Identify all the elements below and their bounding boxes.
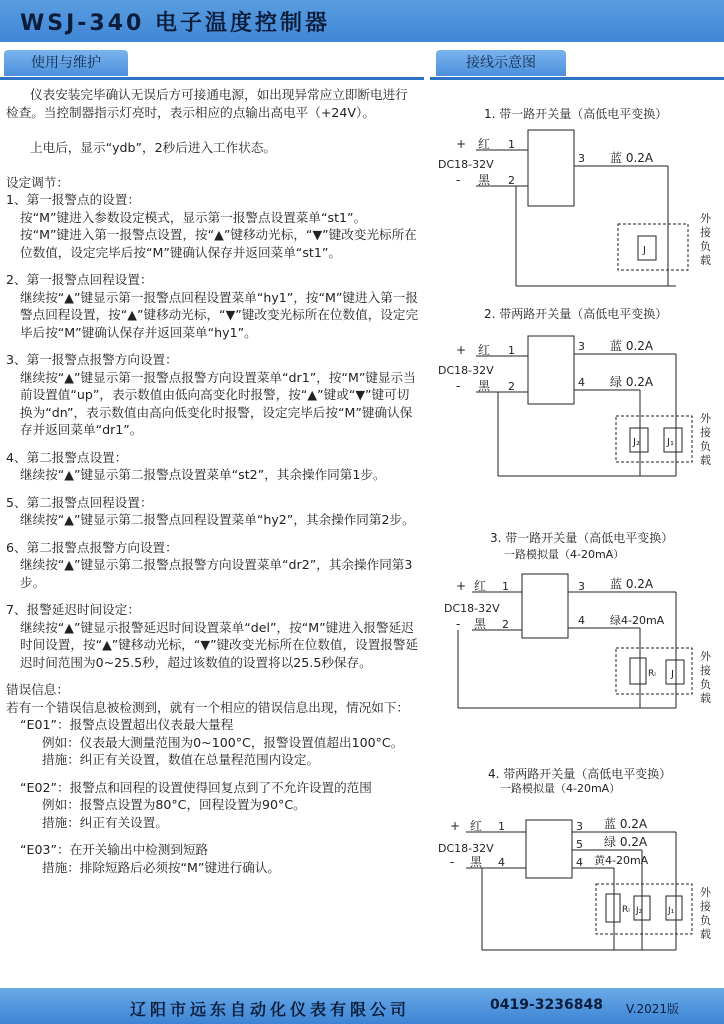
diagram-caption: 4. 带两路开关量（高低电平变换） <box>488 767 672 781</box>
phone-number: 0419-3236848 <box>490 997 603 1013</box>
resistor-label: Rₗ <box>622 905 630 915</box>
plus-label: + <box>456 343 467 357</box>
setting-line: 继续按“▲”键显示第一报警点报警方向设置菜单“dr1”，按“M”键显示当前设置值“up”，表示数值由低向高变化时报警，按“▲”键或“▼”键可切换为“dn”，表示数值由高向低变化时报警，设定完毕后按“M”键确认保存并返回菜单“dr1”。 <box>20 369 416 437</box>
wire-blue-label: 蓝 0.2A <box>610 339 654 353</box>
terminal-label: 1 <box>508 344 515 357</box>
terminal-label: 1 <box>502 580 509 593</box>
plus-label: + <box>450 819 461 833</box>
section-header-usage <box>0 50 424 80</box>
setting-title: 7、报警延迟时间设定： <box>6 602 140 617</box>
wire-blue-label: 蓝 0.2A <box>610 151 654 165</box>
diagram-caption: 3. 带一路开关量（高低电平变换） <box>490 531 674 545</box>
setting-title: 5、第二报警点回程设置： <box>6 494 153 510</box>
document-title: WSJ-340 电子温度控制器 <box>20 11 331 36</box>
intro-paragraph: 仪表安装完毕确认无误后方可接通电源，如出现异常应立即断电进行检查。当控制器指示灯亮时，表示相应的点输出高电平（+24V）。 <box>6 87 408 120</box>
wiring-svg <box>436 90 724 970</box>
wire-red-label: 红 <box>470 819 483 833</box>
wire-yellow-label: 黄4-20mA <box>594 854 649 867</box>
setting-line: 继续按“▲”键显示报警延迟时间设置菜单“del”，按“M”键进入报警延迟时间设置，按“▲”键移动光标，“▼”键改变光标所在位数值，设置报警延迟时间范围为0~25.5秒，超过该数值的设置将以25.5秒保存。 <box>20 619 419 670</box>
errors-intro: 若有一个错误信息被检测到，就有一个相应的错误信息出现，情况如下： <box>6 699 409 715</box>
section-divider <box>430 77 724 80</box>
wire-green-label: 绿 0.2A <box>610 375 654 389</box>
wire-red-label: 红 <box>478 343 491 357</box>
plus-label: + <box>456 137 467 151</box>
terminal-label: 3 <box>576 820 583 833</box>
wiring-diagrams <box>436 90 724 970</box>
relay-label: J₁ <box>668 906 675 916</box>
minus-label: - <box>456 617 461 631</box>
error-example: 例如：报警点设置为80°C，回程设置为90°C。 <box>42 797 306 812</box>
terminal-label: 4 <box>578 614 585 627</box>
terminal-label: 3 <box>578 340 585 353</box>
section-header-wiring <box>430 50 724 80</box>
diagram-caption: 2. 带两路开关量（高低电平变换） <box>484 307 668 321</box>
wire-green-label: 绿 0.2A <box>604 835 648 849</box>
terminal-label: 2 <box>508 174 515 187</box>
terminal-label: 1 <box>508 138 515 151</box>
settings-heading: 设定调节： <box>6 174 69 190</box>
terminal-label: 2 <box>502 618 509 631</box>
diagram-caption: 1. 带一路开关量（高低电平变换） <box>484 107 668 121</box>
error-code: “E02”：报警点和回程的设置使得回复点到了不允许设置的范围 <box>20 779 372 795</box>
minus-label: - <box>450 855 455 869</box>
section-divider <box>0 77 424 80</box>
setting-title: 6、第二报警点报警方向设置： <box>6 539 178 555</box>
terminal-label: 2 <box>508 380 515 393</box>
minus-label: - <box>456 379 461 393</box>
error-code: “E03”：在开关输出中检测到短路 <box>20 842 209 857</box>
version-label: V.2021版 <box>626 1002 680 1016</box>
load-box <box>616 416 692 462</box>
setting-line: 继续按“▲”键显示第二报警点回程设置菜单“hy2”，其余操作同第2步。 <box>20 512 415 527</box>
setting-line: 继续按“▲”键显示第二报警点报警方向设置菜单“dr2”，其余操作同第3步。 <box>20 557 413 590</box>
relay-label: J <box>643 245 646 256</box>
section-title-usage: 使用与维护 <box>4 50 128 76</box>
terminal-label: 4 <box>578 376 585 389</box>
error-fix: 措施：排除短路后必须按“M”键进行确认。 <box>42 859 281 875</box>
wire-black-label: 黑 <box>470 855 483 869</box>
setting-line: 继续按“▲”键显示第一报警点回程设置菜单“hy1”，按“M”键进入第一报警点回程设置，按“▲”键移动光标，“▼”键改变光标所在位数值，设定完毕后按“M”键确认保存并返回菜单“hy1”。 <box>20 289 419 340</box>
setting-line: 按“M”键进入第一报警点设置，按“▲”键移动光标，“▼”键改变光标所在位数值，设定完毕后按“M”键确认保存并返回菜单“st1”。 <box>20 227 417 260</box>
error-fix: 措施：纠正有关设置，数值在总量程范围内设定。 <box>42 752 320 767</box>
controller-box <box>528 130 574 206</box>
errors-heading: 错误信息： <box>6 682 69 697</box>
terminal-label: 3 <box>578 580 585 593</box>
error-code: “E01”：报警点设置超出仪表最大量程 <box>20 717 234 732</box>
resistor-label: Rₗ <box>648 669 656 679</box>
wire-red-label: 红 <box>478 137 491 151</box>
relay-label: J₂ <box>633 437 640 448</box>
terminal-label: 5 <box>576 838 583 851</box>
load-box <box>596 884 692 934</box>
company-name: 辽阳市远东自动化仪表有限公司 <box>130 1000 411 1019</box>
supply-label: DC18-32V <box>438 842 494 855</box>
wire-red-label: 红 <box>474 579 487 593</box>
setting-line: 继续按“▲”键显示第二报警点设置菜单“st2”，其余操作同第1步。 <box>20 467 386 482</box>
usage-text <box>6 86 420 876</box>
supply-label: DC18-32V <box>438 158 494 171</box>
wire-black-label: 黑 <box>478 379 491 393</box>
wiring-diagram-1 <box>438 106 688 286</box>
supply-label: DC18-32V <box>444 602 500 615</box>
load-box <box>618 224 688 270</box>
setting-title: 2、第一报警点回程设置： <box>6 272 153 287</box>
diagram-caption: 一路模拟量（4-20mA） <box>500 782 621 795</box>
wire-black-label: 黑 <box>474 617 487 631</box>
terminal-label: 3 <box>578 152 585 165</box>
wiring-diagram-3 <box>444 530 692 708</box>
controller-box <box>528 336 574 404</box>
controller-box <box>526 820 572 878</box>
wire-black-label: 黑 <box>478 173 491 187</box>
external-load-label: 外接负载 <box>700 212 711 267</box>
setting-line: 按“M”键进入参数设定模式，显示第一报警点设置菜单“st1”。 <box>20 209 367 225</box>
setting-title: 3、第一报警点报警方向设置： <box>6 352 178 367</box>
startup-paragraph: 上电后，显示“ydb”，2秒后进入工作状态。 <box>30 139 277 155</box>
wire-green-label: 绿4-20mA <box>610 614 665 627</box>
terminal-label: 4 <box>576 856 583 869</box>
wiring-diagram-4 <box>438 766 692 950</box>
plus-label: + <box>456 579 467 593</box>
terminal-label: 4 <box>498 856 505 869</box>
relay-label: J <box>671 669 674 680</box>
diagram-caption: 一路模拟量（4-20mA） <box>504 548 625 561</box>
controller-box <box>522 574 568 638</box>
relay-j <box>666 660 684 684</box>
error-fix: 措施：纠正有关设置。 <box>42 814 168 830</box>
wiring-diagram-2 <box>438 306 692 476</box>
terminal-label: 1 <box>498 820 505 833</box>
resistor-rl <box>606 894 620 922</box>
setting-title: 1、第一报警点的设置： <box>6 192 140 207</box>
external-load-label: 外接负载 <box>700 412 711 467</box>
wire-blue-label: 蓝 0.2A <box>610 577 654 591</box>
title-bar <box>0 0 724 42</box>
section-title-wiring: 接线示意图 <box>436 50 566 76</box>
resistor-rl <box>630 658 646 684</box>
minus-label: - <box>456 173 461 187</box>
wire-blue-label: 蓝 0.2A <box>604 817 648 831</box>
external-load-label: 外接负载 <box>700 886 711 941</box>
relay-j <box>638 236 656 260</box>
setting-title: 4、第二报警点设置： <box>6 449 128 465</box>
external-load-label: 外接负载 <box>700 650 711 705</box>
relay-label: J₂ <box>636 906 643 916</box>
relay-label: J₁ <box>667 437 674 448</box>
error-example: 例如：仪表最大测量范围为0~100°C，报警设置值超出100°C。 <box>42 734 404 750</box>
supply-label: DC18-32V <box>438 364 494 377</box>
footer-bar <box>0 988 724 1024</box>
